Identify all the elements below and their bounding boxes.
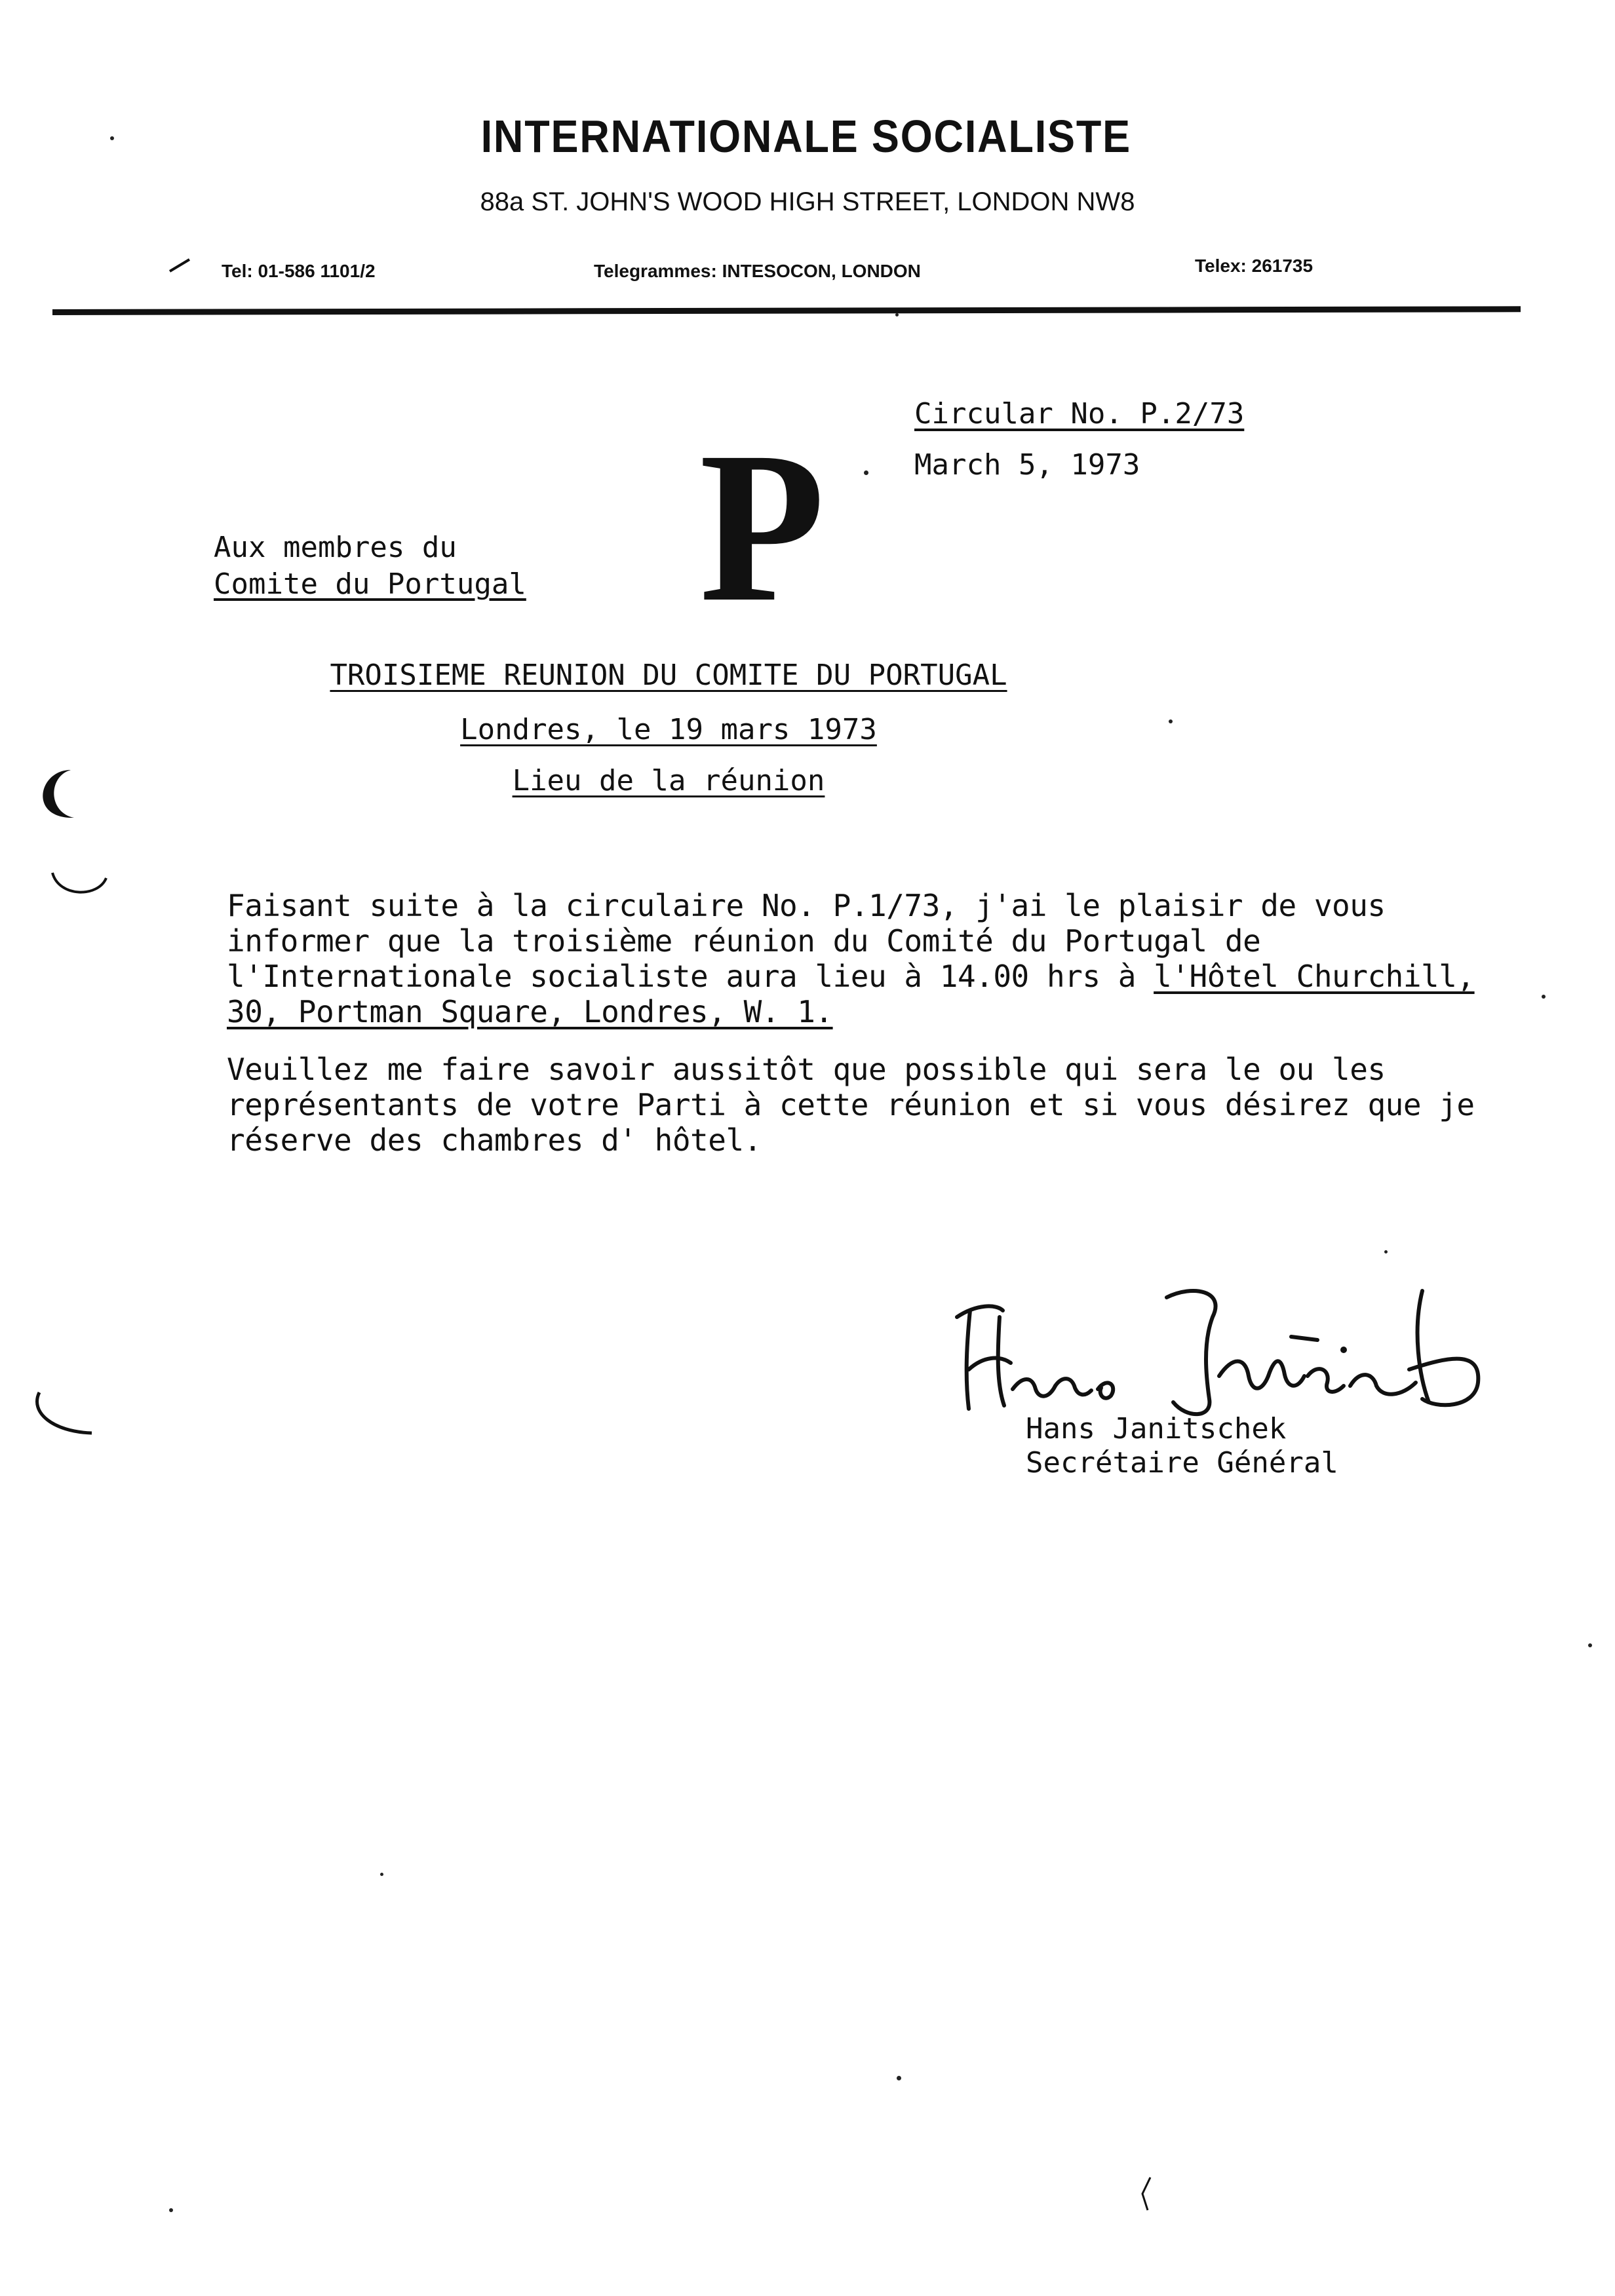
organization-address: 88a ST. JOHN'S WOOD HIGH STREET, LONDON NW8 xyxy=(480,187,1135,216)
body-paragraph-2: Veuillez me faire savoir aussitôt que possible qui sera le ou les représentants de votre Parti à cette réunion et si vous désirez que je réserve des chambres d' hôtel. xyxy=(227,1052,1475,1158)
telex: Telex: 261735 xyxy=(1195,256,1313,276)
recipient-line-2: Comite du Portugal xyxy=(214,567,526,601)
scan-speck xyxy=(169,2208,173,2212)
scan-speck xyxy=(1384,1250,1388,1253)
punch-hole-mark xyxy=(46,865,111,904)
signatory-block xyxy=(1026,1412,1338,1480)
meeting-place-heading: Lieu de la réunion xyxy=(512,764,825,797)
meeting-location: l'Hôtel Churchill, 30, Portman Square, Londres, W. 1. xyxy=(227,959,1475,1029)
scan-speck xyxy=(864,470,868,475)
telegrams: Telegrammes: INTESOCON, LONDON xyxy=(594,261,921,281)
handwritten-signature xyxy=(950,1278,1494,1422)
punch-hole-mark xyxy=(18,760,90,832)
signatory-title: Secrétaire Général xyxy=(1026,1446,1338,1480)
letterhead-rule xyxy=(52,306,1521,315)
stamp-letter: P xyxy=(699,408,825,647)
meeting-heading: TROISIEME REUNION DU COMITE DU PORTUGAL xyxy=(330,659,1007,692)
organization-name: INTERNATIONALE SOCIALISTE xyxy=(480,111,1131,162)
scan-mark xyxy=(167,256,193,275)
scan-speck xyxy=(1588,1643,1592,1647)
scan-speck xyxy=(895,313,899,316)
scan-speck xyxy=(1169,719,1173,723)
scan-speck xyxy=(380,1873,383,1876)
circular-number: Circular No. P.2/73 xyxy=(914,397,1245,430)
scan-mark xyxy=(1137,2174,1157,2213)
meeting-date-heading: Londres, le 19 mars 1973 xyxy=(460,713,877,746)
telephone: Tel: 01-586 1101/2 xyxy=(222,261,376,281)
paragraph-1-text: Faisant suite à la circulaire No. P.1/73, j'ai le plaisir de vous informer que la troisième réunion du Comité du Portugal de l'Internationale socialiste aura lieu à 14.00 hrs à xyxy=(227,888,1386,994)
signatory-name: Hans Janitschek xyxy=(1026,1412,1287,1445)
recipient-block xyxy=(214,529,526,603)
scan-speck xyxy=(110,136,114,140)
scan-speck xyxy=(1542,995,1546,999)
body-paragraph-1 xyxy=(227,888,1531,1029)
scan-speck xyxy=(897,2076,901,2080)
punch-hole-mark xyxy=(26,1386,98,1445)
recipient-line-1: Aux membres du xyxy=(214,531,457,564)
letter-date: March 5, 1973 xyxy=(914,448,1140,482)
